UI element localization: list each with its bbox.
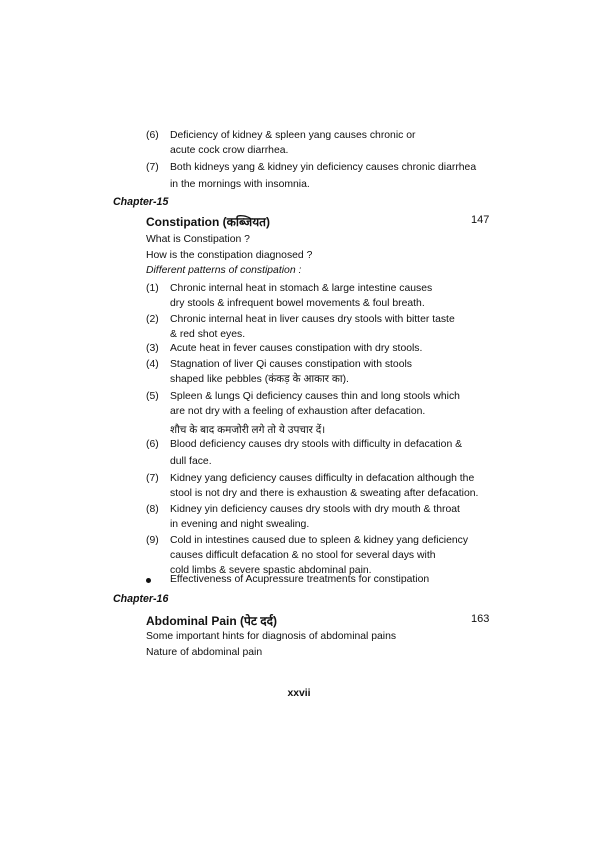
item-text: in evening and night swealing. xyxy=(170,519,310,530)
item-text: acute cock crow diarrhea. xyxy=(170,145,289,156)
item-text: Kidney yin deficiency causes dry stools with dry mouth & throat xyxy=(170,504,460,515)
item-text: Chronic internal heat in stomach & large intestine causes xyxy=(170,283,433,294)
item-text: Spleen & lungs Qi deficiency causes thin and long stools which xyxy=(170,391,460,402)
item-text: causes difficult defacation & no stool for several days with xyxy=(170,550,436,561)
item-number: (8) xyxy=(146,504,159,515)
item-text: Both kidneys yang & kidney yin deficiency causes chronic diarrhea xyxy=(170,162,477,173)
item-number: (7) xyxy=(146,162,159,173)
item-text: Kidney yang deficiency causes difficulty in defacation although the xyxy=(170,473,475,484)
page-footer-number: xxvii xyxy=(287,688,311,699)
item-text: & red shot eyes. xyxy=(170,329,246,340)
item-number: (1) xyxy=(146,283,159,294)
section-title: Abdominal Pain (पेट दर्द) xyxy=(146,614,277,628)
chapter-label: Chapter-16 xyxy=(113,593,169,605)
item-text: are not dry with a feeling of exhaustion after defacation. xyxy=(170,406,426,417)
question-line: What is Constipation ? xyxy=(146,234,250,245)
item-text: Deficiency of kidney & spleen yang causes chronic or xyxy=(170,130,416,141)
item-number: (2) xyxy=(146,314,159,325)
item-text: stool is not dry and there is exhaustion & sweating after defacation. xyxy=(170,488,479,499)
item-text: in the mornings with insomnia. xyxy=(170,179,310,190)
item-text: dull face. xyxy=(170,456,212,467)
chapter-label: Chapter-15 xyxy=(113,196,169,208)
item-text: shaped like pebbles (कंकड़ के आकार का). xyxy=(170,374,349,385)
item-number: (3) xyxy=(146,343,159,354)
item-number: (5) xyxy=(146,391,159,402)
page-number: 163 xyxy=(471,613,490,625)
item-number: (7) xyxy=(146,473,159,484)
item-text-hindi: शौच के बाद कमजोरी लगे तो ये उपचार दें। xyxy=(170,425,326,436)
item-text: Stagnation of liver Qi causes constipation with stools xyxy=(170,359,412,370)
item-text: cold limbs & severe spastic abdominal pain. xyxy=(170,565,372,576)
patterns-heading: Different patterns of constipation : xyxy=(146,265,302,276)
bullet-icon xyxy=(146,578,151,583)
paragraph-line: Nature of abdominal pain xyxy=(146,647,263,658)
page-number: 147 xyxy=(471,214,490,226)
item-text: Cold in intestines caused due to spleen & kidney yang deficiency xyxy=(170,535,469,546)
item-number: (6) xyxy=(146,439,159,450)
item-text: Chronic internal heat in liver causes dry stools with bitter taste xyxy=(170,314,455,325)
item-number: (6) xyxy=(146,130,159,141)
item-text: Blood deficiency causes dry stools with difficulty in defacation & xyxy=(170,439,463,450)
question-line: How is the constipation diagnosed ? xyxy=(146,250,313,261)
paragraph-line: Some important hints for diagnosis of abdominal pains xyxy=(146,631,397,642)
item-number: (9) xyxy=(146,535,159,546)
item-number: (4) xyxy=(146,359,159,370)
item-text: Acute heat in fever causes constipation with dry stools. xyxy=(170,343,423,354)
section-title: Constipation (कब्जियत) xyxy=(146,215,270,229)
item-text: dry stools & infrequent bowel movements & foul breath. xyxy=(170,298,425,309)
bullet-text: Effectiveness of Acupressure treatments for constipation xyxy=(170,574,430,585)
